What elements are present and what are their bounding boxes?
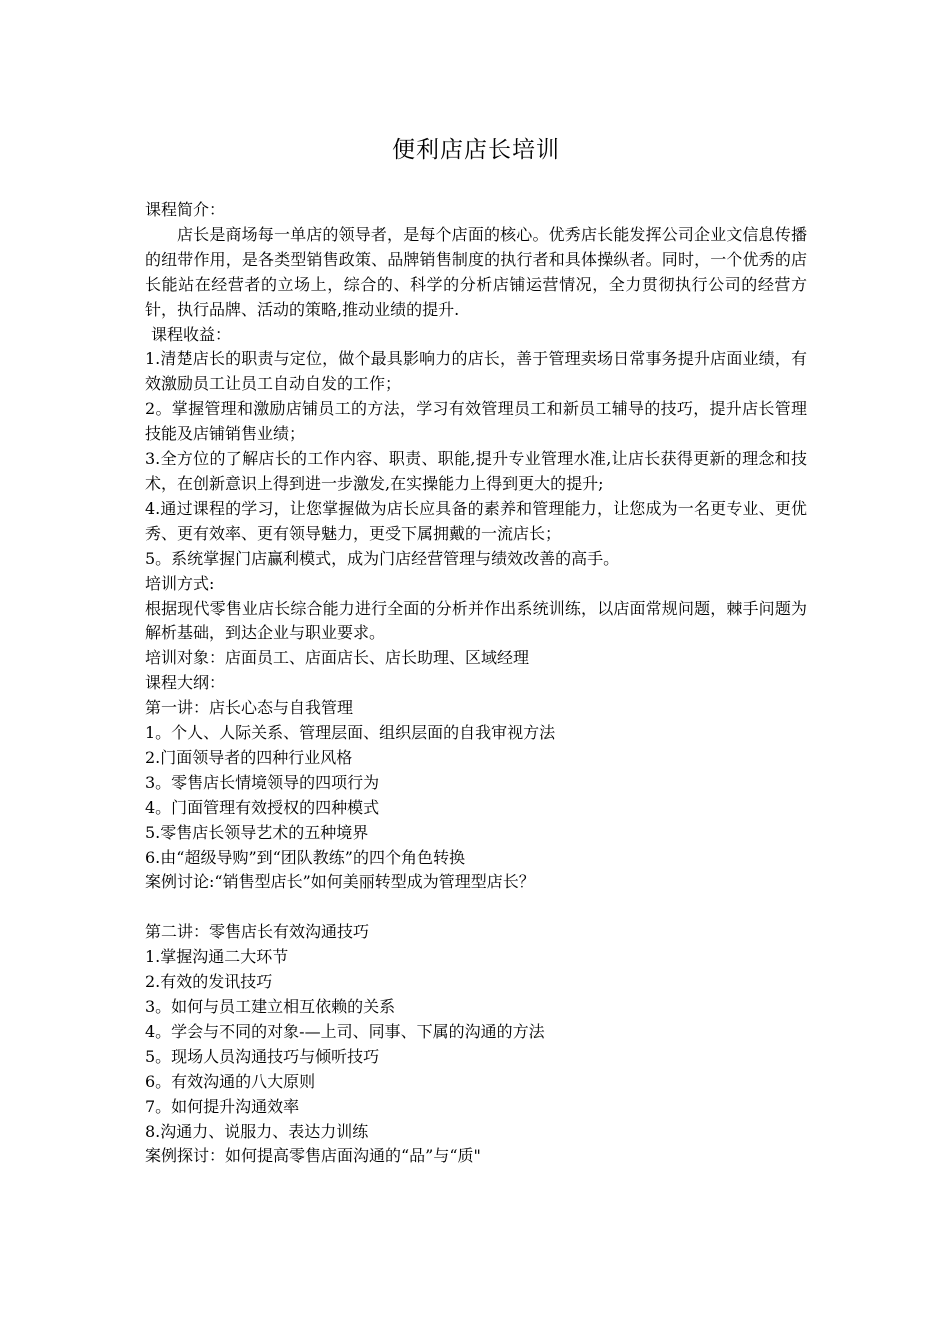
intro-heading: 课程简介：	[145, 200, 226, 219]
lecture-2-item: 7。如何提升沟通效率	[145, 1096, 300, 1116]
spacer	[145, 895, 807, 920]
benefits-heading: 课程收益：	[151, 324, 232, 344]
benefit-item: 2。掌握管理和激励店铺员工的方法，学习有效管理员工和新员工辅导的技巧，提升店长管理技能及店铺销售业绩；	[145, 399, 807, 444]
lecture-2-item: 3。如何与员工建立相互依赖的关系	[145, 996, 396, 1016]
lecture-2-item: 4。学会与不同的对象-—上司、同事、下属的沟通的方法	[145, 1021, 545, 1041]
benefit-item: 5。系统掌握门店赢利模式，成为门店经营管理与绩效改善的高手。	[145, 548, 620, 568]
lecture-1-item: 3。零售店长情境领导的四项行为	[145, 772, 380, 792]
intro-body: 店长是商场每一单店的领导者，是每个店面的核心。优秀店长能发挥公司企业文信息传播的纽带作用，是各类型销售政策、品牌销售制度的执行者和具体操纵者。同时，一个优秀的店长能站在经营者的立场上，综合的、科学的分析店铺运营情况，全力贯彻执行公司的经营方针，执行品牌、活动的策略,推动业绩的提升.	[145, 224, 807, 319]
benefits-list	[145, 347, 807, 571]
lecture-2	[145, 920, 807, 1169]
lecture-1-item: 6.由“超级导购”到“团队教练”的四个角色转换	[145, 847, 465, 867]
method-body: 根据现代零售业店长综合能力进行全面的分析并作出系统训练，以店面常规问题，棘手问题为解析基础，到达企业与职业要求。	[145, 598, 807, 643]
audience-line: 培训对象：店面员工、店面店长、店长助理、区域经理	[145, 648, 530, 668]
lecture-1	[145, 696, 807, 895]
lecture-2-item: 1.掌握沟通二大环节	[145, 947, 289, 967]
benefit-item: 4.通过课程的学习，让您掌握做为店长应具备的素养和管理能力，让您成为一名更专业、更优秀、更有效率、更有领导魅力，更受下属拥戴的一流店长；	[145, 498, 807, 543]
lecture-1-title: 第一讲：店长心态与自我管理	[145, 698, 354, 718]
lecture-2-item: 8.沟通力、说服力、表达力训练	[145, 1121, 369, 1141]
method-heading: 培训方式:	[145, 573, 215, 593]
outline-heading: 课程大纲：	[145, 673, 226, 693]
lecture-1-item: 4。门面管理有效授权的四种模式	[145, 797, 380, 817]
lecture-2-item: 2.有效的发讯技巧	[145, 972, 273, 992]
document-page	[145, 132, 807, 1169]
lecture-1-item: 5.零售店长领导艺术的五种境界	[145, 822, 369, 842]
lecture-2-item: 6。有效沟通的八大原则	[145, 1071, 316, 1091]
lecture-1-item: 2.门面领导者的四种行业风格	[145, 747, 353, 767]
benefit-item: 3.全方位的了解店长的工作内容、职责、职能,提升专业管理水准,让店长获得更新的理念和技术，在创新意识上得到进一步激发,在实操能力上得到更大的提升;	[145, 449, 807, 493]
lecture-2-title: 第二讲：零售店长有效沟通技巧	[145, 922, 370, 942]
benefit-item: 1.清楚店长的职责与定位，做个最具影响力的店长，善于管理卖场日常事务提升店面业绩，有效激励员工让员工自动自发的工作；	[145, 349, 807, 394]
lecture-2-case: 案例探讨：如何提高零售店面沟通的“品”与“质"	[145, 1146, 481, 1166]
document-title: 便利店店长培训	[392, 137, 560, 163]
lecture-2-item: 5。现场人员沟通技巧与倾听技巧	[145, 1046, 380, 1066]
lecture-1-case: 案例讨论:“销售型店长”如何美丽转型成为管理型店长？	[145, 872, 535, 892]
lecture-1-item: 1。个人、人际关系、管理层面、组织层面的自我审视方法	[145, 723, 556, 743]
